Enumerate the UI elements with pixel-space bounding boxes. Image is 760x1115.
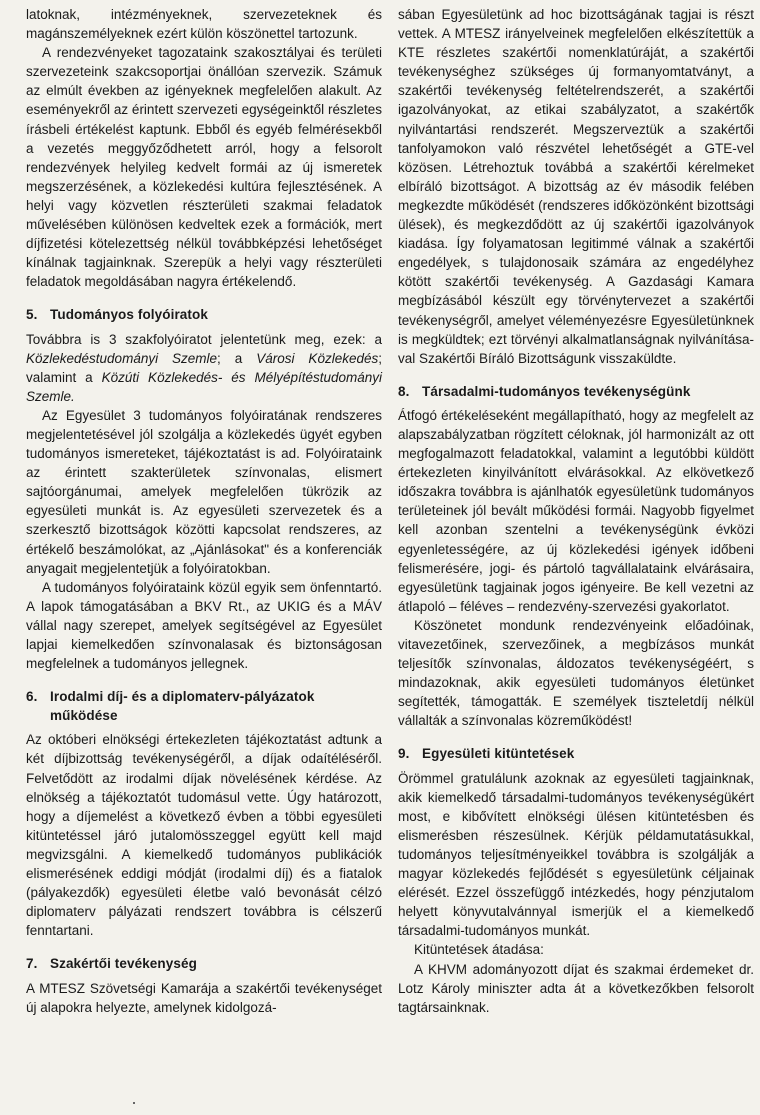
heading-section-7 xyxy=(26,954,382,973)
heading-number: 6. xyxy=(26,689,38,705)
paragraph-awards: Az októberi elnökségi értekezleten tájékoztatást adtunk a két díjbizottság tevékenységéről, a díjak odaítéléséről. Felvetődött az irodalmi díjak növelésének kérdése. Az elnökség a tájékoztatót tudomásul vette. Úgy határozott, hogy a díjemelést a következő évben a többi egyesületi kitüntetéssel járó jutalomösszeggel együtt kell majd megvizsgálni. A kiemelkedő tudományos publikációk elismerésének eddigi módját (irodalmi díj) és a fiatalok (pályakezdők) egyesületi életbe való bevonását célzó diplomaterv pályázati rendszert továbbra is célszerű fenntartani. xyxy=(26,732,382,939)
heading-title: Irodalmi díj- és a diplomaterv-pályázatok xyxy=(50,689,315,705)
scan-speck xyxy=(133,1102,135,1104)
heading-section-6 xyxy=(26,687,382,725)
left-column xyxy=(26,5,382,1017)
heading-number: 7. xyxy=(26,956,38,972)
text-run: ; a xyxy=(217,350,257,366)
text-run: Továbbra is 3 szakfolyóiratot jelentetünk meg, ezek: a xyxy=(26,331,382,347)
heading-title: Szakértői tevékenység xyxy=(50,956,197,972)
paragraph-expert-start: A MTESZ Szövetségi Kamarája a szakértői tevékenységet új alapokra helyezte, amelynek kidolgozá- xyxy=(26,980,382,1015)
heading-section-5 xyxy=(26,305,382,324)
heading-title: Társadalmi-tudományos tevékenységünk xyxy=(422,383,691,399)
paragraph-events: A rendezvényeket tagozataink szakosztályai és területi szervezeteink szakcsoportjai önállóan szervezik. Számuk az elmúlt években az igényeknek megfelelően alakult. Az eseményekről az érintett szervezeti egységeinktől részletes írásbeli értékelést kaptunk. Ebből és egyéb felmérésekből a vezetés meggyőződhetett arról, hogy a felsorolt rendezvények helyileg kedvelt formái az új ismeretek megszerzésének, a közlekedési kultúra fejlesztésének. A helyi vagy közvetlen részterületi szakmai feladatok művelésében különösen kedveltek ezek a formációk, mert díjfizetési kötelezettség nélkül továbbképzési lehetőséget kínálnak tagjainknak. Szerepük a helyi vagy részterületi feladatok megoldásában nagyra értékelendő. xyxy=(26,45,382,290)
paragraph-evaluation: Átfogó értékeléseként megállapítható, hogy az megfelelt az alapszabályzatban rögzített céloknak, jól harmonizált az ott megfogalmazott feladatokkal, valamint a legutóbbi küldött értekezleten kinyilvánított elvárásokkal. Az elkövetkező időszakra továbbra is ajánlhatók egyesületünk tudományos területeinek jól bevált működési formái. Nagyobb figyelmet kell azonban szentelni a tevékenységünk évközi egyenletességére, az új közlekedési igények időbeni felismerésére, jogi- és pártoló tagvállalataink elvárásaira, egyesületünk tagjainak jogos igényeire. Be kell vezetni az átlapoló – féléves – rendezvény-szervezési gyakorlatot. xyxy=(398,407,754,614)
paragraph-intro: latoknak, intézményeknek, szervezeteknek és magánszemélyeknek ezért külön köszönettel tartozunk. xyxy=(26,7,382,42)
paragraph-thanks: Köszönetet mondunk rendezvényeink előadóinak, vitavezetőinek, szervezőinek, a megbízásos munkát teljesítők színvonalas, áldozatos tevékenységéért, s mindazoknak, akik egyesületi tudományos életünket segítették, támogatták. E személyek tiszteletdíj nélkül vállalták a színvonalas közreműködést! xyxy=(398,617,754,729)
paragraph-minister: A KHVM adományozott díjat és szakmai érdemeket dr. Lotz Károly miniszter adta át a következőkben felsorolt tagtársainknak. xyxy=(398,961,754,1015)
journal-title: Közlekedéstudományi Szemle xyxy=(26,350,218,366)
text-run: ; valamint a xyxy=(26,350,382,385)
heading-number: 8. xyxy=(398,383,410,399)
heading-title-continued: működése xyxy=(50,708,118,724)
paragraph-congratulations: Örömmel gratulálunk azoknak az egyesületi tagjainknak, akik kiemelkedő társadalmi-tudományos tevékenységükért most, e kibővített elnökségi ülésen kitüntetésben és elismerésben részesülnek. Kérjük példamutatásukkal, tudományos teljesítményeikkel továbbra is szolgálják a magyar közlekedés fejlődését s egyesületünk céljainak elérését. Ezzel összefüggő intézkedés, hogy pénzjutalom helyett könyvutalvánnyal ismerjük el a kiemelkedő társadalmi-tudományos munkát. xyxy=(398,770,754,939)
journal-title: Városi Közlekedés xyxy=(256,350,379,366)
paragraph-journals-funding: A tudományos folyóirataink közül egyik sem önfenntartó. A lapok támogatásában a BKV Rt., az UKIG és a MÁV vállal nagy szerepet, amelyek segítségével az Egyesület lapjai kiemelkedően színvonalasak és biztonságosan megfelelnek a tudományos jellegnek. xyxy=(26,579,382,672)
heading-number: 5. xyxy=(26,307,38,323)
paragraph-journals-list xyxy=(26,330,382,406)
paragraph-expert-continued: sában Egyesületünk ad hoc bizottságának tagjai is részt vettek. A MTESZ irányelveinek megfelelően elkészítettük a KTE részletes szakértői nomenklatúráját, a szakértői tevékenységhez szükséges új formanyomtatványt, a szakértői tevékenység feltételrendszerét, a szakértői igazolványokat, az etikai szabályzatot, a szakértők nyilvántartási rendszerét. Megszerveztük a szakértői tanfolyamokon való részvétel lehetőségét a GTE-vel közösen. Létrehoztuk továbbá a szakértői kérelmeket elbíráló bizottságot. A bizottság az év második felében megkezdte működését (rendszeres időközönként bizottsági ülések), és megkezdődött az új szakértői igazolványok kiadása. Így folyamatosan legitimmé válnak a szakértői engedélyek, s tulajdonosaik számára az engedélyhez kötött szakértői tevékenység. A Gazdasági Kamara megbízásából készült egy törvénytervezet a szakértői tevékenységről, amelyet véleményezésre Egyesületünknek is megküldtek; ezt törvényi alkalmatlanságnak nyilvánításaval Szakértői Bíráló Bizottságunk visszaküldte. xyxy=(398,7,754,366)
heading-section-9 xyxy=(398,744,754,763)
heading-section-8 xyxy=(398,382,754,401)
paragraph-award-ceremony: Kitüntetések átadása: xyxy=(414,942,544,958)
heading-title: Tudományos folyóiratok xyxy=(50,307,208,323)
heading-title: Egyesületi kitüntetések xyxy=(422,746,575,762)
journal-title: Közúti Közlekedés- és Mélyépítéstudományi Szemle. xyxy=(26,369,383,404)
heading-number: 9. xyxy=(398,746,410,762)
paragraph-journals-role: Az Egyesület 3 tudományos folyóiratának rendszeres megjelentetésével jól szolgálja a közlekedés ügyét egyben tudományos ismereteket, tájékoztatást is ad. Folyóirataink az érintett szakterületek színvonalas, elismert sajtóorgánumai, amelyek megfelelően tükrözik az egyesületi munkát is. Az egyesületi szervezetek és a szerkesztő bizottságok közötti kapcsolat rendszeres, az értékelő beszámolókat, az „Ajánlásokat" és a konferenciák anyagait megjelentetjük a folyóiratokban. xyxy=(26,407,382,576)
right-column xyxy=(398,5,754,1017)
